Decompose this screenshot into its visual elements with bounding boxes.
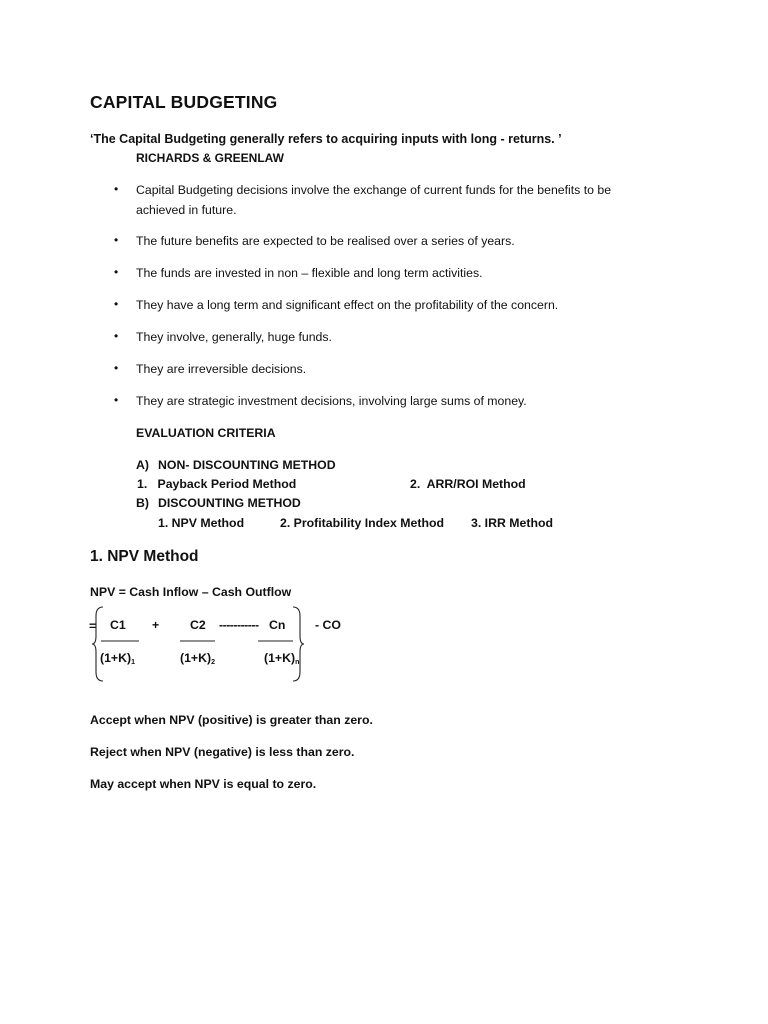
npv-method-item: 1. NPV Method <box>158 516 245 530</box>
reject-rule: Reject when NPV (negative) is less than zero. <box>90 745 355 759</box>
document-title: CAPITAL BUDGETING <box>90 92 278 112</box>
bullet-text: They are strategic investment decisions, involving large sums of money. <box>136 394 527 408</box>
npv-definition: NPV = Cash Inflow – Cash Outflow <box>90 585 292 599</box>
bullet-text: The funds are invested in non – flexible and long term activities. <box>136 266 483 280</box>
bullet-icon: • <box>114 233 119 247</box>
accept-rule: Accept when NPV (positive) is greater than zero. <box>90 713 373 727</box>
profitability-index-item: 2. Profitability Index Method <box>280 516 444 530</box>
bullet-icon: • <box>114 329 119 343</box>
method-b-label: B) <box>136 496 149 510</box>
arr-roi-method-item: 2. ARR/ROI Method <box>410 477 526 491</box>
irr-method-item: 3. IRR Method <box>471 516 553 530</box>
numerator-c1: C1 <box>110 618 126 632</box>
payback-method-item: 1. Payback Period Method <box>137 477 297 491</box>
denominator-2: $(1+K)_2$ <box>180 651 215 666</box>
may-accept-rule: May accept when NPV is equal to zero. <box>90 777 317 791</box>
bullet-text: They involve, generally, huge funds. <box>136 330 332 344</box>
method-b-text: DISCOUNTING METHOD <box>158 496 301 510</box>
formula-plus: + <box>152 618 160 632</box>
denominator-n: $(1+K)_n$ <box>264 651 300 666</box>
formula-dashes: ----------- <box>219 618 259 632</box>
formula-equals: = <box>89 619 97 633</box>
bullet-icon: • <box>114 182 119 196</box>
formula-minus-co: - CO <box>315 618 341 632</box>
bullet-text: They are irreversible decisions. <box>136 362 307 376</box>
bullet-icon: • <box>114 393 119 407</box>
method-a-text: NON- DISCOUNTING METHOD <box>158 458 336 472</box>
npv-section-title: 1. NPV Method <box>90 548 199 565</box>
bullet-text: They have a long term and significant effect on the profitability of the concern. <box>136 298 559 312</box>
quote-text: ‘The Capital Budgeting generally refers to acquiring inputs with long - returns. ’ <box>90 132 562 146</box>
left-brace-icon <box>92 606 104 682</box>
bullet-text: The future benefits are expected to be realised over a series of years. <box>136 234 515 248</box>
right-brace-icon <box>292 606 304 682</box>
method-a-label: A) <box>136 458 149 472</box>
bullet-icon: • <box>114 265 119 279</box>
fraction-bars <box>100 639 300 643</box>
bullet-text: Capital Budgeting decisions involve the exchange of current funds for the benefits to be achieved in future. <box>136 183 612 217</box>
bullet-icon: • <box>114 361 119 375</box>
denominator-1: $(1+K)_1$ <box>100 651 135 666</box>
bullet-icon: • <box>114 297 119 311</box>
numerator-c2: C2 <box>190 618 206 632</box>
numerator-cn: Cn <box>269 618 286 632</box>
quote-author: RICHARDS & GREENLAW <box>136 151 285 165</box>
evaluation-heading: EVALUATION CRITERIA <box>136 426 276 440</box>
